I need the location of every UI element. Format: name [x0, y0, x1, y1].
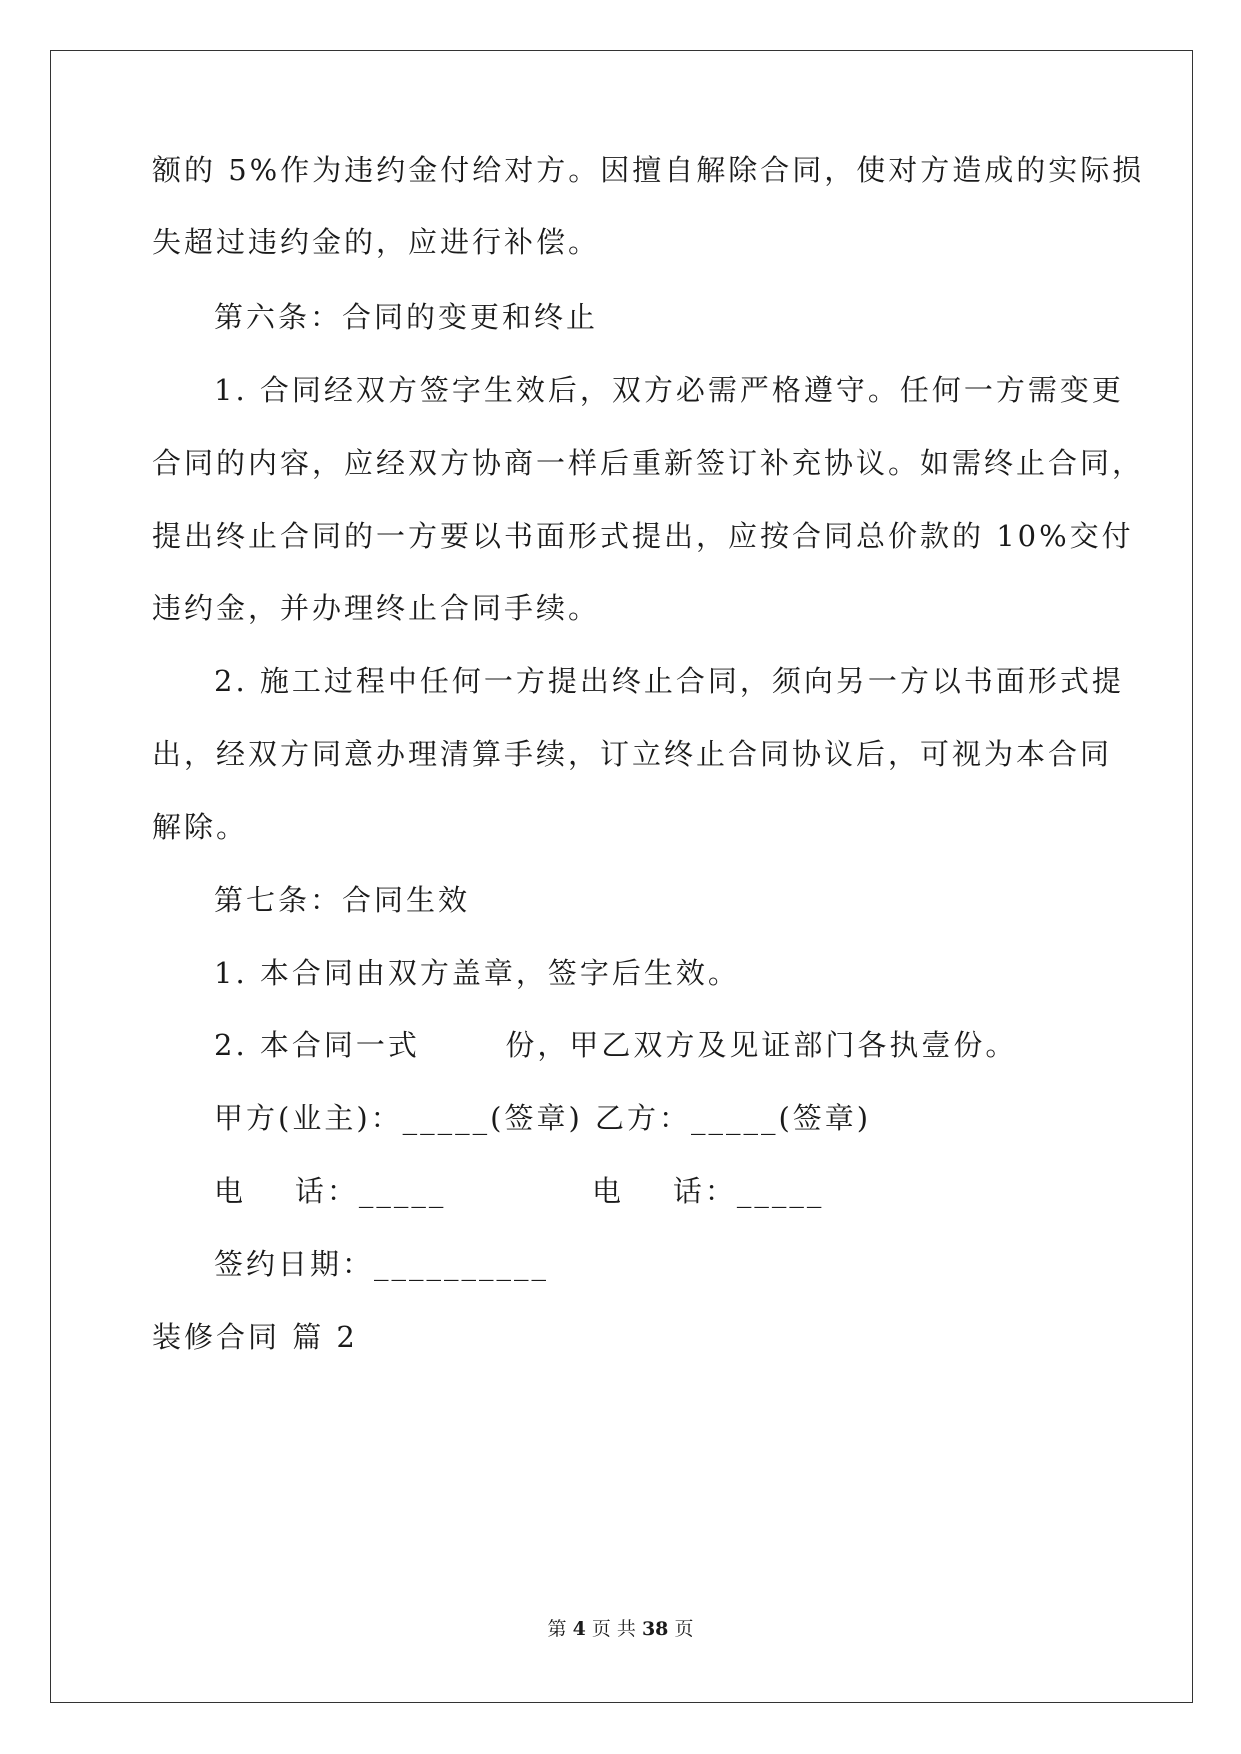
page-total: 38 — [641, 1618, 669, 1640]
paragraph-line: 解除。 — [152, 810, 249, 844]
paragraph-line: 1. 本合同由双方盖章，签字后生效。 — [214, 956, 740, 990]
paragraph-line: 出，经双方同意办理清算手续，订立终止合同协议后，可视为本合同 — [152, 737, 1113, 771]
paragraph-line: 1. 合同经双方签字生效后，双方必需严格遵守。任何一方需变更 — [214, 373, 1124, 407]
paragraph-line: 额的 5%作为违约金付给对方。因擅自解除合同，使对方造成的实际损 — [152, 153, 1145, 187]
phone-party-a: 电 话：_____ — [214, 1174, 447, 1208]
signing-date-line: 签约日期：__________ — [214, 1247, 550, 1281]
page-prefix: 第 — [547, 1618, 567, 1640]
paragraph-line: 违约金，并办理终止合同手续。 — [152, 591, 601, 625]
paragraph-line: 合同的内容，应经双方协商一样后重新签订补充协议。如需终止合同， — [152, 446, 1145, 480]
page-footer — [0, 1617, 1241, 1641]
section-title: 装修合同 篇 2 — [152, 1320, 358, 1354]
phone-party-b: 电 话：_____ — [592, 1174, 825, 1208]
article-6-title: 第六条：合同的变更和终止 — [214, 300, 599, 334]
signature-line: 甲方(业主)：_____(签章) 乙方：_____(签章) — [214, 1101, 872, 1135]
page-number: 4 — [572, 1618, 586, 1640]
paragraph-line: 失超过违约金的，应进行补偿。 — [152, 225, 601, 259]
page-suffix: 页 — [674, 1618, 694, 1640]
page-mid: 页 共 — [591, 1618, 636, 1640]
paragraph-line: 提出终止合同的一方要以书面形式提出，应按合同总价款的 10%交付 — [152, 519, 1134, 553]
paragraph-line: 2. 施工过程中任何一方提出终止合同，须向另一方以书面形式提 — [214, 664, 1124, 698]
article-7-title: 第七条：合同生效 — [214, 883, 471, 917]
paragraph-line: 2. 本合同一式 份，甲乙双方及见证部门各执壹份。 — [214, 1028, 1018, 1062]
